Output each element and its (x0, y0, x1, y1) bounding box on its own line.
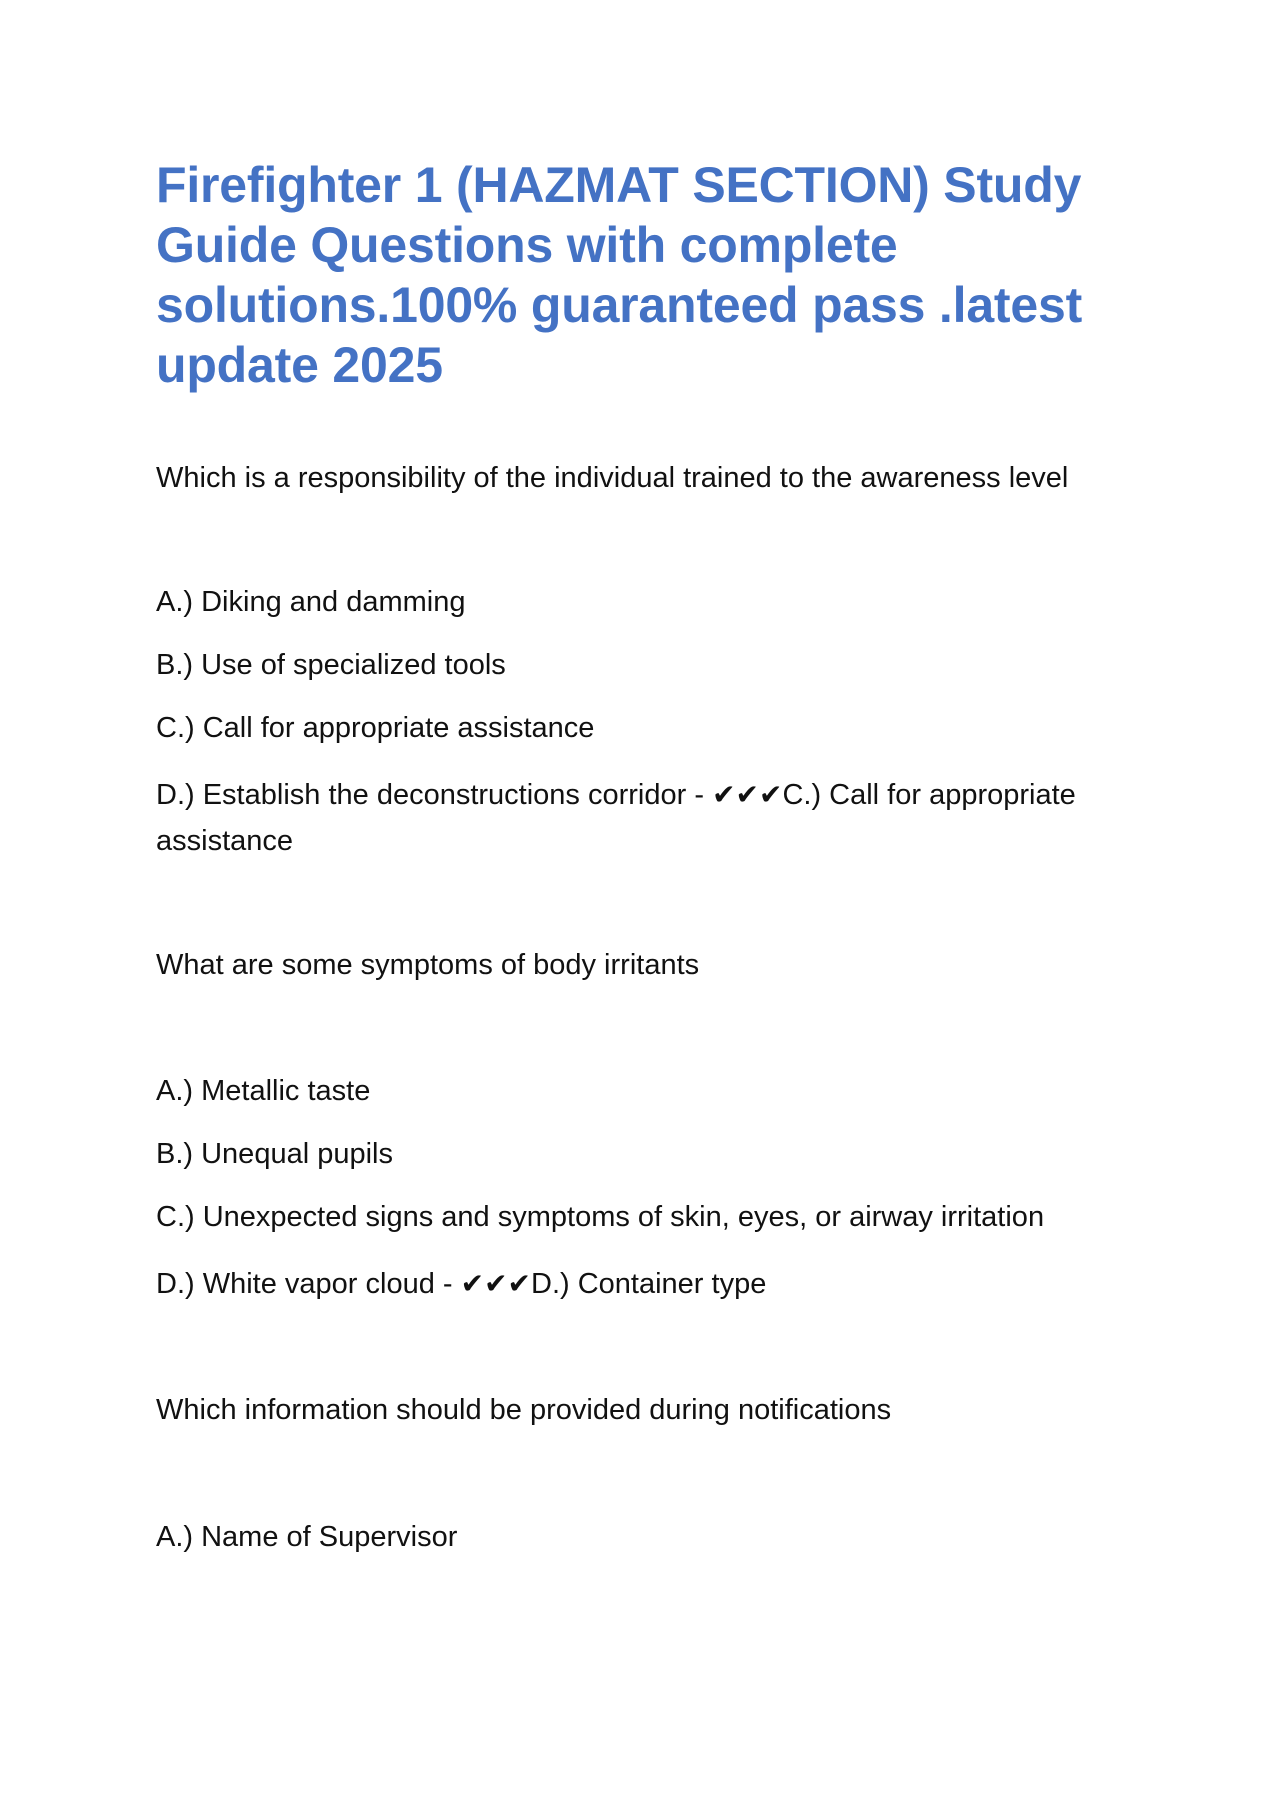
question-block (156, 455, 1146, 864)
option-text: D.) White vapor cloud - (156, 1268, 461, 1300)
option-text: D.) Establish the deconstructions corridor - (156, 779, 713, 811)
option-item-with-answer (156, 772, 1146, 864)
options-list (156, 579, 1146, 864)
answer-text: D.) Container type (531, 1268, 767, 1300)
question-text: Which information should be provided during notifications (156, 1394, 892, 1426)
option-item: A.) Name of Supervisor (156, 1521, 458, 1553)
triple-check-icon: ✔✔✔ (712, 778, 783, 811)
question-block (156, 942, 1146, 1307)
options-list (156, 1068, 1146, 1307)
question-block (156, 1387, 1146, 1560)
option-item: C.) Unexpected signs and symptoms of skin, eyes, or airway irritation (156, 1201, 1045, 1233)
option-item: B.) Use of specialized tools (156, 649, 506, 681)
question-text: Which is a responsibility of the individual trained to the awareness level (156, 462, 1069, 494)
option-item: C.) Call for appropriate assistance (156, 712, 595, 744)
option-item: A.) Metallic taste (156, 1075, 371, 1107)
option-item: B.) Unequal pupils (156, 1138, 393, 1170)
triple-check-icon: ✔✔✔ (460, 1267, 531, 1300)
options-list (156, 1514, 1146, 1560)
option-item: A.) Diking and damming (156, 586, 466, 618)
document-page (156, 155, 1146, 1560)
question-text: What are some symptoms of body irritants (156, 949, 700, 981)
answer-text: C.) Call for appropriate assistance (156, 779, 1076, 857)
document-title: Firefighter 1 (HAZMAT SECTION) Study Guide Questions with complete solutions.100% guaranteed pass .latest update 2025 (156, 157, 1083, 393)
option-item-with-answer (156, 1261, 1146, 1307)
